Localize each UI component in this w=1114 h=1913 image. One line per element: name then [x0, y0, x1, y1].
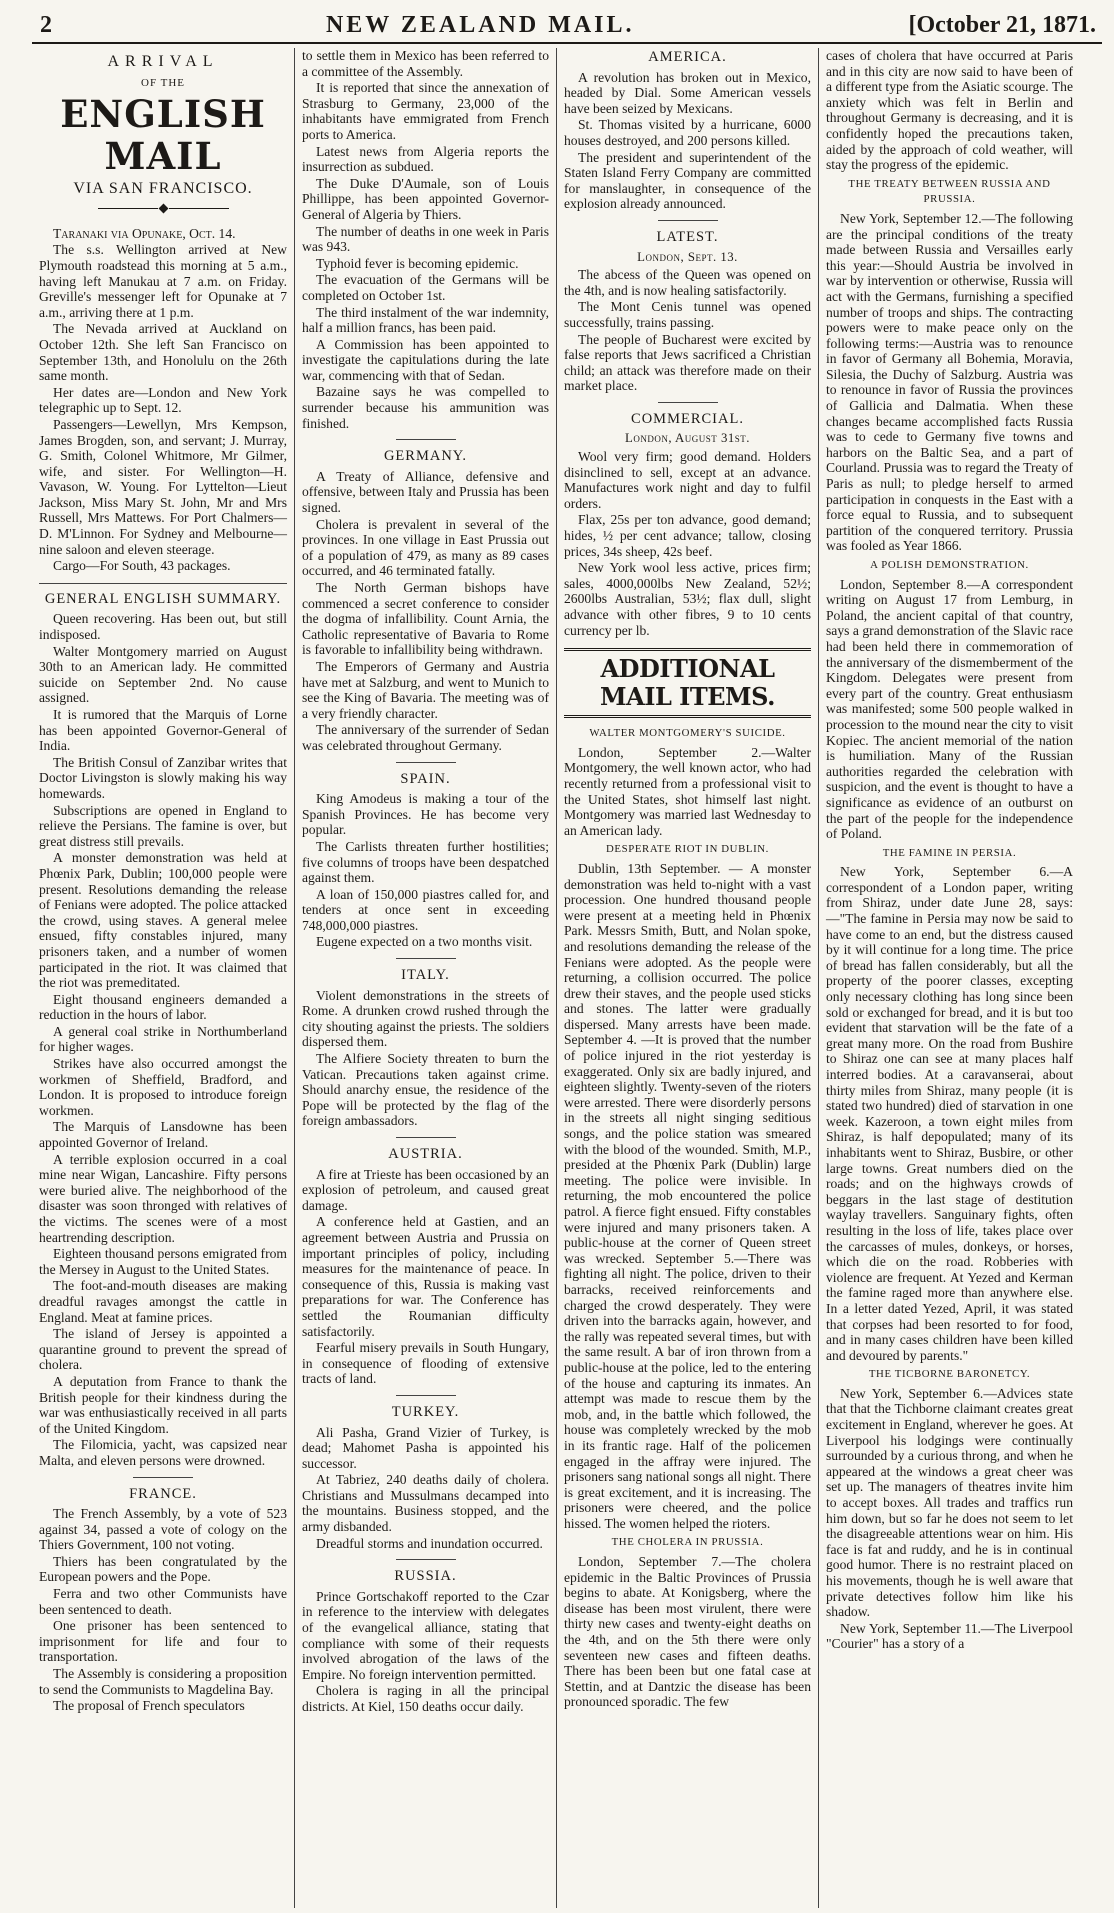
- article-paragraph: Strikes have also occurred amongst the workmen of Sheffield, Bradford, and London. It is proposed to introduce foreign workmen.: [39, 1056, 287, 1118]
- article-paragraph: New York, September 11.—The Liverpool "Courier" has a story of a: [826, 1620, 1073, 1652]
- article-paragraph: Her dates are—London and New York telegraphic up to Sept. 12.: [39, 384, 287, 416]
- divider: [396, 1559, 456, 1560]
- article-paragraph: The foot-and-mouth diseases are making dreadful ravages amongst the cattle in England. Meat at famine prices.: [39, 1278, 287, 1325]
- article-paragraph: Eighteen thousand persons emigrated from the Mersey in August to the United States.: [39, 1246, 287, 1277]
- article-paragraph: A monster demonstration was held at Phœnix Park, Dublin; 100,000 people were present. Resolutions demanding the release of Fenians were adopted. The police attacked the crowd, using staves. A general melee ensued, fifty constables injured, many prisoners taken, and a number of women participated in the riot. It was claimed that the riot was premeditated.: [39, 850, 287, 991]
- article-paragraph: Wool very firm; good demand. Holders disinclined to sell, except at an advance. Manufactures work night and day to fulfil orders.: [564, 449, 811, 511]
- divider: [396, 1137, 456, 1138]
- article-paragraph: Dublin, 13th September. — A monster demonstration was held to-night with a vast procession. One hundred thousand people were present at a meeting held in Phœnix Park. Messrs Smith, Butt, and Nolan spoke, and resolutions demanding the release of the Fenians were adopted. As the people were returning, a collision occurred. The police drew their staves, and the people used sticks and stones. The latter were gradually dispersed. Many arrests have been made. September 4. —It is proved that the number of police injured in the riot yesterday is exaggerated. Only six are badly injured, and eighteen slightly. Twenty-seven of the rioters were arrested. There were disorderly persons in the streets all night singing seditious songs, and the police station was smeared with the blood of the wounded. Smith, M.P., presided at the Phœnix Park (Dublin) large meeting. The police were invisible. In returning, the mob encountered the police patrol. A fierce fight ensued. Fifty constables were injured and many prisoners taken. A public-house at the corner of Queen street was wrecked. September 5.—There was fighting all night. The police, driven to their barracks, received reinforcements and charged the crowd desperately. They were driven into the barracks again, however, and the rally was repeated several times, but with the same result. A bar of iron thrown from a public-house at the police, led to the entering of the house and capturing its inmates. An attempt was made to rescue them by the mob, and, in the battle which followed, the house was completely wrecked by the mob in its frantic rage. Half of the policemen engaged in the affray were injured. The prisoners sang national songs all night. There is great excitement, and it is increasing. The prisoners were cheered, and the police hissed. The women helped the rioters.: [564, 860, 811, 1531]
- article-paragraph: It is reported that since the annexation of Strasburg to Germany, 23,000 of the inhabitants have emmigrated from French ports to America.: [302, 80, 549, 142]
- article-paragraph: Eight thousand engineers demanded a reduction in the hours of labor.: [39, 991, 287, 1023]
- sub-heading: WALTER MONTGOMERY'S SUICIDE.: [589, 727, 786, 740]
- article-paragraph: Passengers—Lewellyn, Mrs Kempson, James Brogden, son, and servant; J. Murray, G. Smith, Colonel Whitmore, Mr Gilmer, wife, and sister. For Wellington—H. Vavason, W. Young. For Lyttelton—Lieut Jackson, Miss Mary St. John, Mr and Mrs Russell, Mrs Mattews. For Port Chalmers—D. M'Linnon. For Sydney and Melbourne—nine saloon and eleven steerage.: [39, 416, 287, 557]
- sub-heading: THE FAMINE IN PERSIA.: [882, 846, 1017, 859]
- article-paragraph: Eugene expected on a two months visit.: [316, 934, 533, 950]
- sub-heading: DESPERATE RIOT IN DUBLIN.: [606, 843, 769, 856]
- divider: [658, 220, 718, 221]
- article-paragraph: King Amodeus is making a tour of the Spanish Provinces. He has become very popular.: [302, 791, 549, 838]
- article-paragraph: The British Consul of Zanzibar writes that Doctor Livingston is slowly making his way homewards.: [39, 754, 287, 801]
- page-number: 2: [40, 12, 52, 38]
- article-paragraph: London, September 7.—The cholera epidemic in the Baltic Provinces of Prussia begins to abate. At Konigsberg, where the disease has been most virulent, there were thirty new cases and twenty-eight deaths on the 4th, and on the 5th there were only seventeen new cases and fifteen deaths. There has been been but one fatal case at Stettin, and at Dantzic the disease has been pronounced sporadic. The few: [564, 1554, 811, 1710]
- section-heading-spain: SPAIN.: [400, 770, 451, 787]
- sub-heading: A POLISH DEMONSTRATION.: [870, 559, 1029, 571]
- section-heading-summary: GENERAL ENGLISH SUMMARY.: [39, 583, 287, 608]
- article-paragraph: The Carlists threaten further hostilities; five columns of troops have been despatched against them.: [302, 838, 549, 886]
- article-paragraph: One prisoner has been sentenced to imprisonment for life and four to transportation.: [39, 1618, 287, 1665]
- article-paragraph: Ferra and two other Communists have been sentenced to death.: [39, 1586, 287, 1617]
- article-paragraph: Prince Gortschakoff reported to the Czar in reference to the interview with delegates of the evangelical alliance, stating that compliance with some of their requests involved abrogation of the laws of the Empire. No foreign intervention permitted.: [302, 1588, 549, 1682]
- sub-heading: THE TREATY BETWEEN RUSSIA AND PRUSSIA.: [848, 177, 1051, 206]
- paper-title: NEW ZEALAND MAIL.: [325, 12, 635, 38]
- divider: [133, 1477, 193, 1478]
- article-paragraph: New York, September 12.—The following are the principal conditions of the treaty made between Russia and Versailles early this year:—Should Austria be involved in war by intervention or otherwise, Russia will act with the Germans, furnishing a specified number of troops and ships. The contracting powers were to make peace only on the following terms:—Austria was to renounce in favor of Germany all Bohemia, Moravia, Silesia, the Duchy of Salzburg. Austria was to renounce in favor of Russia the provinces of Gallicia and Dalmatia. When these changes became accomplished facts Russia was to cede to Germany five towns and harbors on the Baltic Sea, and a part of Courland. Prussia was to regard the Treaty of Paris as null; to pledge herself to armed participation in conquests in the East with a force equal to Russia, and to subsequent partition of the conquered territory. Prussia was fooled as Year 1866.: [826, 210, 1073, 554]
- ornament-divider: [39, 205, 287, 212]
- divider: [658, 402, 718, 403]
- dateline-london: London, Sept. 13.: [637, 249, 738, 264]
- section-heading-latest: LATEST.: [656, 228, 719, 245]
- article-paragraph: Cholera is raging in all the principal districts. At Kiel, 150 deaths occur daily.: [302, 1683, 549, 1714]
- article-paragraph: to settle them in Mexico has been referred to a committee of the Assembly.: [302, 48, 549, 79]
- section-heading-germany: GERMANY.: [383, 448, 468, 465]
- article-paragraph: Dreadful storms and inundation occurred.: [316, 1535, 543, 1551]
- article-paragraph: Ali Pasha, Grand Vizier of Turkey, is dead; Mahomet Pasha is appointed his successor.: [302, 1424, 549, 1471]
- via-san-francisco: VIA SAN FRANCISCO.: [73, 180, 253, 198]
- article-paragraph: The French Assembly, by a vote of 523 against 34, passed a vote of cology on the Thiers Government, 100 not voting.: [39, 1506, 287, 1553]
- article-paragraph: A general coal strike in Northumberland for higher wages.: [39, 1023, 287, 1055]
- article-paragraph: A conference held at Gastien, and an agreement between Austria and Prussia on important principles of policy, including measures for the maintenance of peace. In consequence of this, Russia is making vast preparations for war. The Conference has settled the Roumanian difficulty satisfactorily.: [302, 1214, 549, 1339]
- article-paragraph: The president and superintendent of the Staten Island Ferry Company are committed for manslaughter, in consequence of the explosion already announced.: [564, 149, 811, 212]
- article-paragraph: Bazaine says he was compelled to surrender because his ammunition was finished.: [302, 384, 549, 431]
- article-paragraph: Subscriptions are opened in England to relieve the Persians. The famine is over, but great distress still prevails.: [39, 802, 287, 849]
- additional-mail-items-heading: ADDITIONAL MAIL ITEMS.: [564, 648, 811, 718]
- section-heading-austria: AUSTRIA.: [388, 1146, 463, 1162]
- article-paragraph: St. Thomas visited by a hurricane, 6000 houses destroyed, and 200 persons killed.: [564, 117, 811, 148]
- article-paragraph: The s.s. Wellington arrived at New Plymouth roadstead this morning at 5 a.m., having left Manukau at 7 a.m. on Friday. Greville's messenger left for Opunake at 7 a.m., arriving there at 1 p.m.: [39, 242, 287, 320]
- article-paragraph: New York, September 6.—Advices state that that the Tichborne claimant creates great excitement in England, wherever he goes. At Liverpool his lodgings were continually surrounded by a curious throng, and when he appeared at the windows a great cheer was set up. The managers of theatres invite him to accept boxes. All trades and traffics run him down, but so far he does not seem to let the disagreeable attentions wear on him. His face is fat and ruddy, and he is in continual good humor. There is no restraint placed on his movements, though he is well aware that private detectives follow him like his shadow.: [826, 1385, 1073, 1620]
- english-mail-title: ENGLISH MAIL: [60, 92, 266, 179]
- article-paragraph: Violent demonstrations in the streets of Rome. A drunken crowd rushed through the city shouting against the priests. The soldiers dispersed them.: [302, 987, 549, 1050]
- article-paragraph: A Treaty of Alliance, defensive and offensive, between Italy and Prussia has been signed.: [302, 468, 550, 516]
- article-paragraph: Flax, 25s per ton advance, good demand; hides, ½ per cent advance; tallow, closing prices, 34s sheep, 42s beef.: [564, 512, 811, 559]
- article-paragraph: The abcess of the Queen was opened on the 4th, and is now healing satisfactorily.: [564, 267, 811, 298]
- divider: [396, 958, 456, 959]
- section-heading-italy: ITALY.: [401, 967, 450, 984]
- article-paragraph: Fearful misery prevails in South Hungary, in consequence of flooding of extensive tracts of land.: [302, 1340, 549, 1387]
- article-paragraph: A Commission has been appointed to investigate the capitulations during the late war, commencing with that of Sedan.: [302, 336, 549, 383]
- article-paragraph: Walter Montgomery married on August 30th to an American lady. He committed suicide on September 2nd. No cause assigned.: [39, 643, 287, 706]
- arrival-of-the: OF THE: [141, 76, 185, 89]
- article-paragraph: At Tabriez, 240 deaths daily of cholera. Christians and Mussulmans decamped into the mountains. Business stopped, and the army disbanded.: [302, 1472, 549, 1535]
- article-paragraph: London, September 2.—Walter Montgomery, the well known actor, who had recently returned from a professional visit to the United States, shot himself last night. Montgomery was married last Wednesday to an American lady.: [564, 744, 811, 838]
- arrival-heading: ARRIVAL: [107, 53, 219, 70]
- dateline-london: London, August 31st.: [625, 431, 750, 446]
- section-heading-commercial: COMMERCIAL.: [631, 410, 744, 427]
- article-paragraph: The third instalment of the war indemnity, half a million francs, has been paid.: [302, 304, 549, 336]
- diamond-ornament-icon: [158, 203, 168, 213]
- article-paragraph: Cholera is prevalent in several of the provinces. In one village in East Prussia out of a population of 479, as many as 89 cases occurred, and 46 terminated fatally.: [302, 516, 549, 579]
- article-paragraph: Queen recovering. Has been out, but still indisposed.: [39, 611, 287, 643]
- article-paragraph: New York wool less active, prices firm; sales, 4000,000lbs New Zealand, 52½; 2600lbs Australian, 53½; flax dull, slight advance with other fibres, 9 to 10 cents currency per lb.: [564, 560, 811, 638]
- article-paragraph: The number of deaths in one week in Paris was 943.: [302, 223, 549, 255]
- article-paragraph: A revolution has broken out in Mexico, headed by Dial. Some American vessels have been seized by Mexicans.: [564, 69, 811, 116]
- article-paragraph: The North German bishops have commenced a secret conference to consider the dogma of infallibility. Count Arnia, the Catholic representative of Bavaria to Rome is favorable to infallibility being withdrawn.: [302, 580, 549, 658]
- article-paragraph: The island of Jersey is appointed a quarantine ground to prevent the spread of cholera.: [39, 1326, 287, 1373]
- article-paragraph: A terrible explosion occurred in a coal mine near Wigan, Lancashire. Fifty persons were buried alive. The neighborhood of the disaster was soon thronged with relatives of the victims. The scenes were of a most heartrending description.: [39, 1151, 287, 1245]
- article-paragraph: The Filomicia, yacht, was capsized near Malta, and eleven persons were drowned.: [39, 1437, 287, 1468]
- article-paragraph: Latest news from Algeria reports the insurrection as subdued.: [302, 143, 549, 175]
- divider: [396, 439, 456, 440]
- page-header: [32, 12, 1102, 44]
- issue-date: [October 21, 1871.: [908, 12, 1096, 38]
- article-paragraph: A loan of 150,000 piastres called for, and tenders at once sent in exceeding 748,000,000 piastres.: [302, 886, 549, 933]
- article-paragraph: It is rumored that the Marquis of Lorne has been appointed Governor-General of India.: [39, 707, 287, 754]
- divider: [396, 762, 456, 763]
- article-paragraph: A fire at Trieste has been occasioned by an explosion of petroleum, and caused great damage.: [302, 1166, 549, 1213]
- article-paragraph: The Assembly is considering a proposition to send the Communists to Magdelina Bay.: [39, 1666, 287, 1697]
- article-paragraph: The Duke D'Aumale, son of Louis Phillippe, has been appointed Governor-General of Algeria by Thiers.: [302, 175, 549, 222]
- column-4: [818, 48, 1080, 1908]
- column-3: [556, 48, 818, 1908]
- section-heading-turkey: TURKEY.: [391, 1403, 460, 1420]
- article-paragraph: The people of Bucharest were excited by false reports that Jews sacrificed a Christian child; an attack was therefore made on their market place.: [564, 331, 811, 394]
- article-paragraph: Thiers has been congratulated by the European powers and the Pope.: [39, 1553, 287, 1585]
- sub-heading: THE CHOLERA IN PRUSSIA.: [611, 1536, 764, 1549]
- article-paragraph: The Marquis of Lansdowne has been appointed Governor of Ireland.: [39, 1119, 287, 1151]
- article-paragraph: The anniversary of the surrender of Sedan was celebrated throughout Germany.: [302, 722, 549, 753]
- article-paragraph: cases of cholera that have occurred at Paris and in this city are now said to have been of a different type from the Asiatic scourge. The anxiety which was felt in Berlin and throughout Germany is decreasing, and it is confidently hoped the precautions taken, aided by the approach of cold weather, will stay the progress of the epidemic.: [826, 48, 1073, 173]
- article-paragraph: Typhoid fever is becoming epidemic.: [316, 255, 519, 271]
- article-paragraph: London, September 8.—A correspondent writing on August 17 from Lemburg, in Poland, the ancient capital of that country, says a grand demonstration of the Slavic race had been held there in commemoration of the anniversary of the dismemberment of the Kingdom. Delegates were present from every part of the country. Great enthusiasm was manifested; some 500 people walked in procession to the mound near the city to visit Kopiec. The ancient memorial of the nation is humiliation. Many of the Russian authorities regarded the celebration with suspicion, and the event is thought to have a significance as evidence of an outburst on the part of the people for the independence of Poland.: [826, 576, 1073, 842]
- article-paragraph: The Alfiere Society threaten to burn the Vatican. Precautions taken against crime. Should anarchy ensue, the residence of the Pope will be protected by the flag of the foreign ambassadors.: [302, 1051, 549, 1129]
- dateline-taranaki: Taranaki via Opunake, Oct. 14.: [53, 225, 236, 241]
- article-paragraph: The Emperors of Germany and Austria have met at Salzburg, and went to Munich to see the King of Bavaria. The meeting was of a very friendly character.: [302, 658, 549, 721]
- section-heading-russia: RUSSIA.: [394, 1568, 457, 1585]
- section-heading-america: AMERICA.: [648, 49, 727, 65]
- article-paragraph: The evacuation of the Germans will be completed on October 1st.: [302, 272, 549, 303]
- column-2: [294, 48, 556, 1908]
- article-paragraph: Cargo—For South, 43 packages.: [53, 558, 231, 574]
- article-paragraph: New York, September 6.—A correspondent of a London paper, writing from Shiraz, under date June 28, says:—"The famine in Persia may now be said to have come to an end, but the distress caused by it will continue for a long time. The price of bread has fallen considerably, but all the property of the poorer classes, excepting only necessary clothing has long since been sold or exchanged for bread, and it is but too evident that starvation will be the fate of a great many more. On the road from Bushire to Shiraz one can see at many places half interred bodies. At a caravanserai, about thirty miles from Shiraz, many people (it is stated two hundred) died of starvation in one week. Kazeroon, a town eight miles from Shiraz, is half depopulated; many of its inhabitants went to Shiraz, Busbire, or other large towns. Great numbers died on the roads; and on the highways crowds of beggars in the last stage of destitution waylay travellers. Sanguinary fights, often resulting in the loss of life, takes place over the carcasses of mules, donkeys, or horses, which die on the road. Robberies with violence are frequent. At Yezed and Kerman the famine raged more than anywhere else. In a letter dated Yezed, April, it was stated that corpses had been resorted to for food, and in many cases children have been killed and devoured by parents.": [826, 864, 1073, 1363]
- sub-heading: THE TICBORNE BARONETCY.: [868, 1368, 1031, 1381]
- article-paragraph: The proposal of French speculators: [53, 1698, 245, 1714]
- article-paragraph: The Nevada arrived at Auckland on October 12th. She left San Francisco on September 13th, and Honolulu on the 26th same month.: [39, 321, 287, 384]
- column-1: [32, 48, 294, 1908]
- divider: [396, 1395, 456, 1396]
- article-paragraph: A deputation from France to thank the British people for their kindness during the war was enthusiastically received in all parts of the United Kingdom.: [39, 1373, 287, 1436]
- article-paragraph: The Mont Cenis tunnel was opened successfully, trains passing.: [564, 299, 811, 330]
- section-heading-france: FRANCE.: [129, 1485, 197, 1502]
- columns: [32, 48, 1102, 1908]
